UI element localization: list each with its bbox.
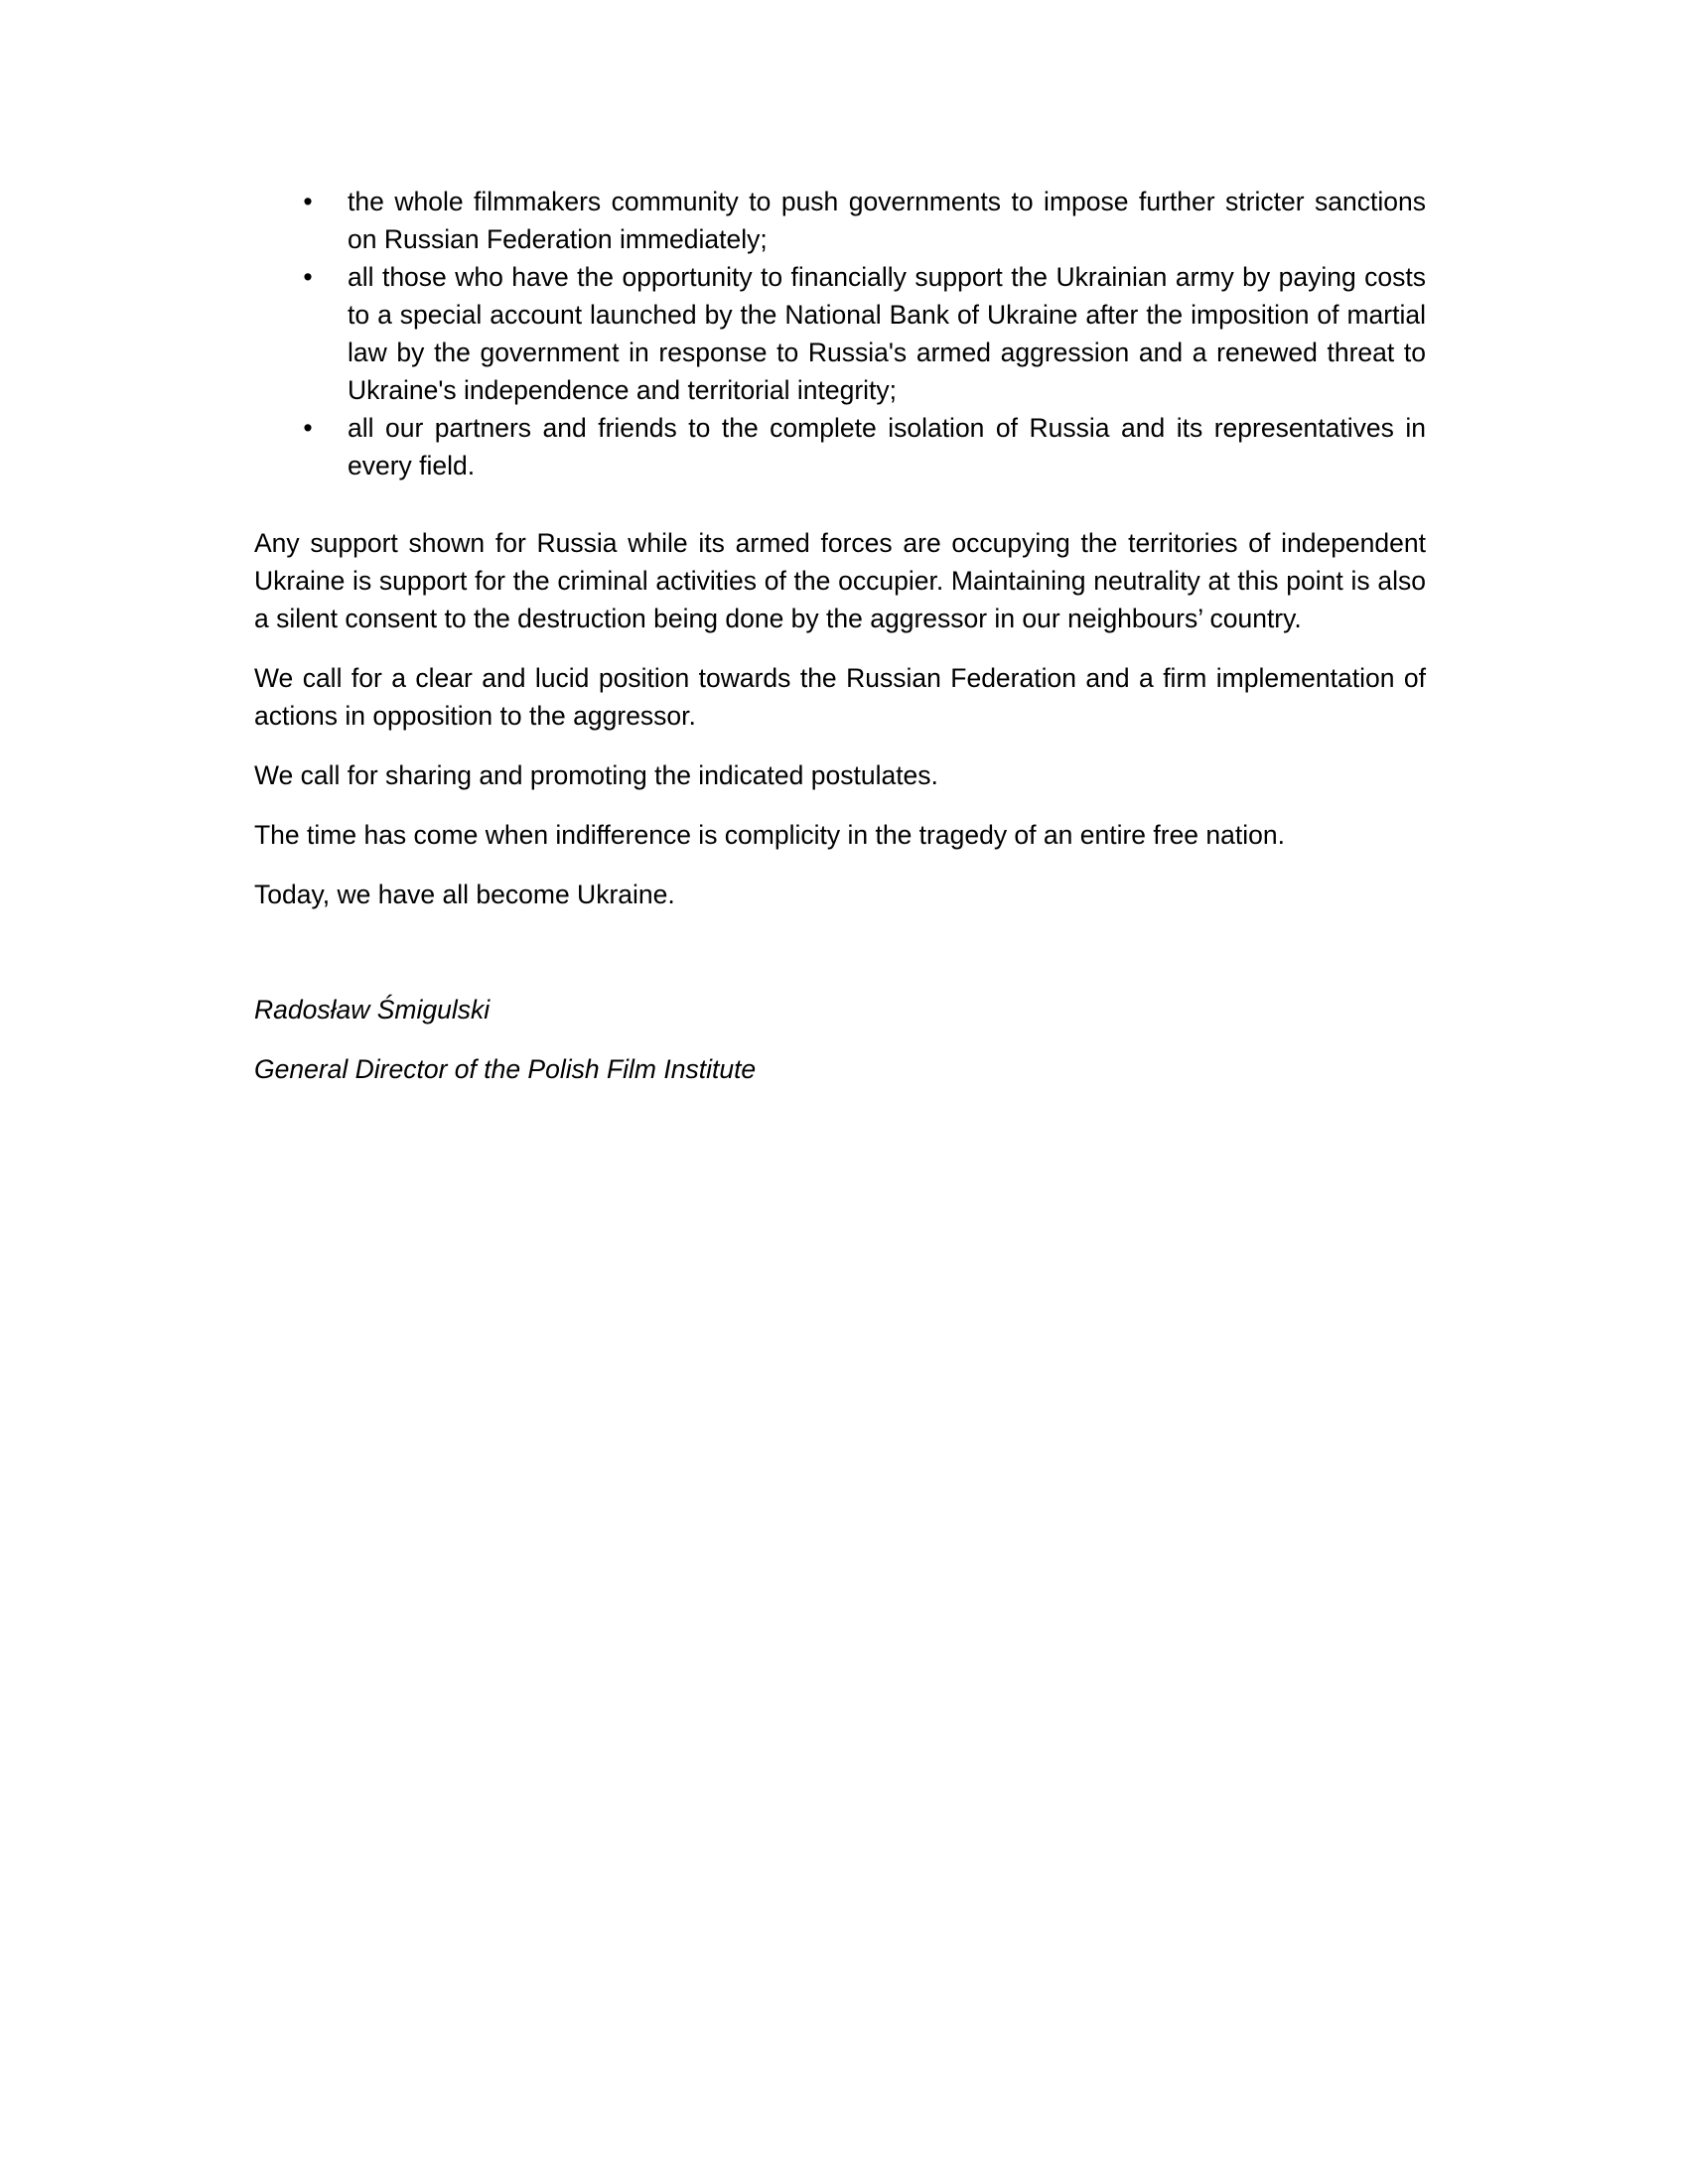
appeal-bullet-list: [254, 183, 1426, 484]
bullet-icon: •: [303, 413, 313, 443]
bullet-icon: •: [303, 262, 313, 292]
paragraph-sharing-postulates: We call for sharing and promoting the indicated postulates.: [254, 760, 938, 790]
list-item: [254, 183, 1426, 258]
paragraph-indifference: The time has come when indifference is complicity in the tragedy of an entire free nation.: [254, 820, 1285, 850]
signatory-name: Radosław Śmigulski: [254, 995, 491, 1024]
document-page: [254, 183, 1426, 1088]
paragraph-clear-position: We call for a clear and lucid position towards the Russian Federation and a firm implementation of actions in opposition to the aggressor.: [254, 663, 1426, 731]
paragraph-support-for-russia: Any support shown for Russia while its armed forces are occupying the territories of independent Ukraine is support for the criminal activities of the occupier. Maintaining neutrality at this point is also a silent consent to the destruction being done by the aggressor in our neighbours’ country.: [254, 528, 1426, 633]
paragraph-become-ukraine: Today, we have all become Ukraine.: [254, 880, 675, 909]
list-item: [254, 258, 1426, 409]
signatory-title: General Director of the Polish Film Institute: [254, 1054, 757, 1084]
list-item: [254, 409, 1426, 484]
list-item-text: all our partners and friends to the complete isolation of Russia and its representatives in every field.: [348, 413, 1426, 480]
bullet-icon: •: [303, 187, 313, 216]
list-item-text: all those who have the opportunity to financially support the Ukrainian army by paying costs to a special account launched by the National Bank of Ukraine after the imposition of martial law by the government in response to Russia's armed aggression and a renewed threat to Ukraine's independence and territorial integrity;: [348, 262, 1426, 405]
list-item-text: the whole filmmakers community to push governments to impose further stricter sanctions on Russian Federation immediately;: [348, 187, 1426, 254]
